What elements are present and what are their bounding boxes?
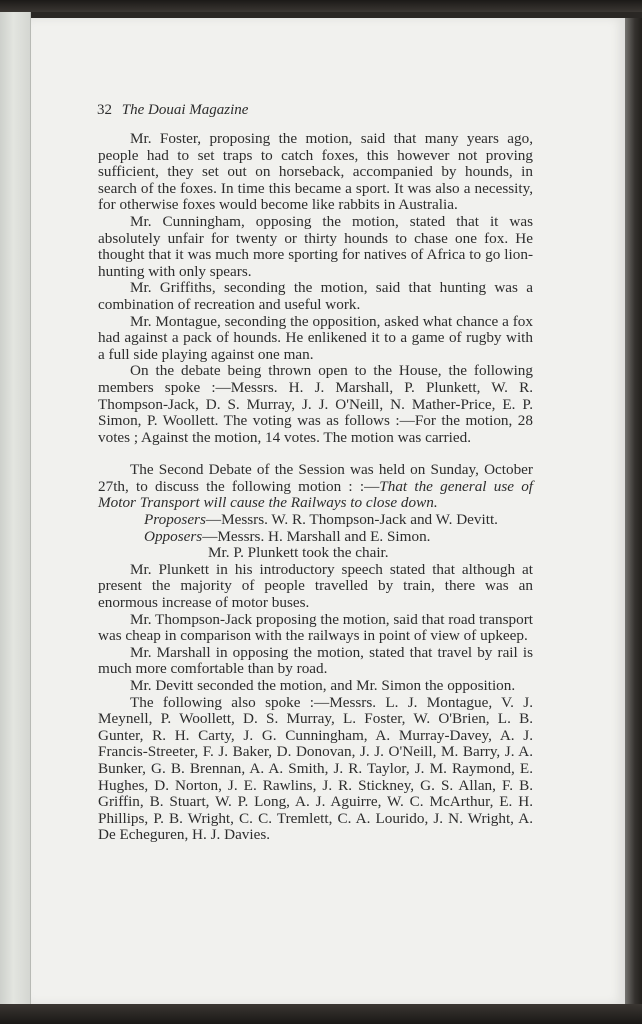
paragraph-foster: Mr. Foster, proposing the motion, said that many years ago, people had to set traps to catch foxes, this however not proving sufficient, they set out on horseback, accompanied by hounds, in search of the foxes. In time this became a sport. It was also a necessity, for otherwise foxes would become like rabbits in Australia. xyxy=(98,130,533,214)
opposers-names: —Messrs. H. Marshall and E. Simon. xyxy=(202,527,431,545)
book-top-edge xyxy=(0,0,642,12)
proposers-line xyxy=(98,512,533,529)
paragraph-devitt: Mr. Devitt seconded the motion, and Mr. Simon the opposition. xyxy=(130,677,516,694)
paragraph-also-spoke: The following also spoke :—Messrs. L. J. Montague, V. J. Meynell, P. Woollett, D. S. Murray, L. Foster, W. O'Brien, L. B. Gunter, R. H. Carty, J. G. Cunningham, A. Murray-Davey, A. J. Francis-Streeter, F. J. Baker, D. Donovan, J. J. O'Neill, M. Barry, J. A. Bunker, G. B. Brennan, A. A. Smith, J. R. Taylor, J. M. Raymond, E. Hughes, D. Norton, J. E. Rawlins, J. R. Stickney, G. S. Allan, F. B. Griffin, B. Stuart, W. P. Long, A. J. Aguirre, W. C. McArthur, E. H. Phillips, P. B. Wright, C. C. Tremlett, C. A. Lourido, J. N. Wright, A. De Echeguren, H. J. Davies. xyxy=(98,693,533,844)
proposers-label: Proposers xyxy=(144,511,206,529)
book-right-edge xyxy=(624,18,642,1004)
paragraph-house-debate: On the debate being thrown open to the House, the following members spoke :—Messrs. H. J. Marshall, P. Plunkett, W. R. Thompson-Jack, D. S. Murray, J. J. O'Neill, N. Mather-Price, E. P. Simon, P. Woollett. The voting was as follows :—For the motion, 28 votes ; Against the motion, 14 votes. The motion was carried. xyxy=(98,362,533,446)
paragraph-marshall: Mr. Marshall in opposing the motion, stated that travel by rail is much more comfortable than by road. xyxy=(98,643,533,678)
proposers-names: —Messrs. W. R. Thompson-Jack and W. Devitt. xyxy=(205,511,498,529)
second-debate-lead: The Second Debate of the Session was held on Sunday, October 27th, to discuss the following motion : :— xyxy=(98,461,533,495)
page-number: 32 xyxy=(97,102,112,118)
magazine-title: The Douai Magazine xyxy=(121,102,249,118)
paragraph-cunningham: Mr. Cunningham, opposing the motion, stated that it was absolutely unfair for twenty or thirty hounds to chase one fox. He thought that it was much more sporting for natives of Africa to go lion-hunting with only spears. xyxy=(98,212,533,280)
binding-gutter xyxy=(0,12,31,1004)
motion-text: That the general use of Motor Transport will cause the Railways to close down. xyxy=(98,477,534,512)
opposers-line xyxy=(98,529,533,546)
running-header xyxy=(97,102,248,119)
chair-line: Mr. P. Plunkett took the chair. xyxy=(208,544,389,562)
paragraph-montague: Mr. Montague, seconding the opposition, asked what chance a fox had against a pack of hounds. He enlikened it to a game of rugby with a full side playing against one man. xyxy=(98,312,533,363)
body-text xyxy=(98,131,533,844)
opposers-label: Opposers xyxy=(144,527,203,545)
paragraph-thompson-jack: Mr. Thompson-Jack proposing the motion, said that road transport was cheap in comparison with the railways in point of view of upkeep. xyxy=(98,610,533,645)
paragraph-griffiths: Mr. Griffiths, seconding the motion, said that hunting was a combination of recreation and useful work. xyxy=(98,279,533,313)
paragraph-second-debate xyxy=(98,462,533,512)
book-bottom-edge xyxy=(0,1004,642,1024)
paragraph-plunkett: Mr. Plunkett in his introductory speech stated that although at present the majority of people travelled by train, there was an enormous increase of motor buses. xyxy=(98,560,533,612)
